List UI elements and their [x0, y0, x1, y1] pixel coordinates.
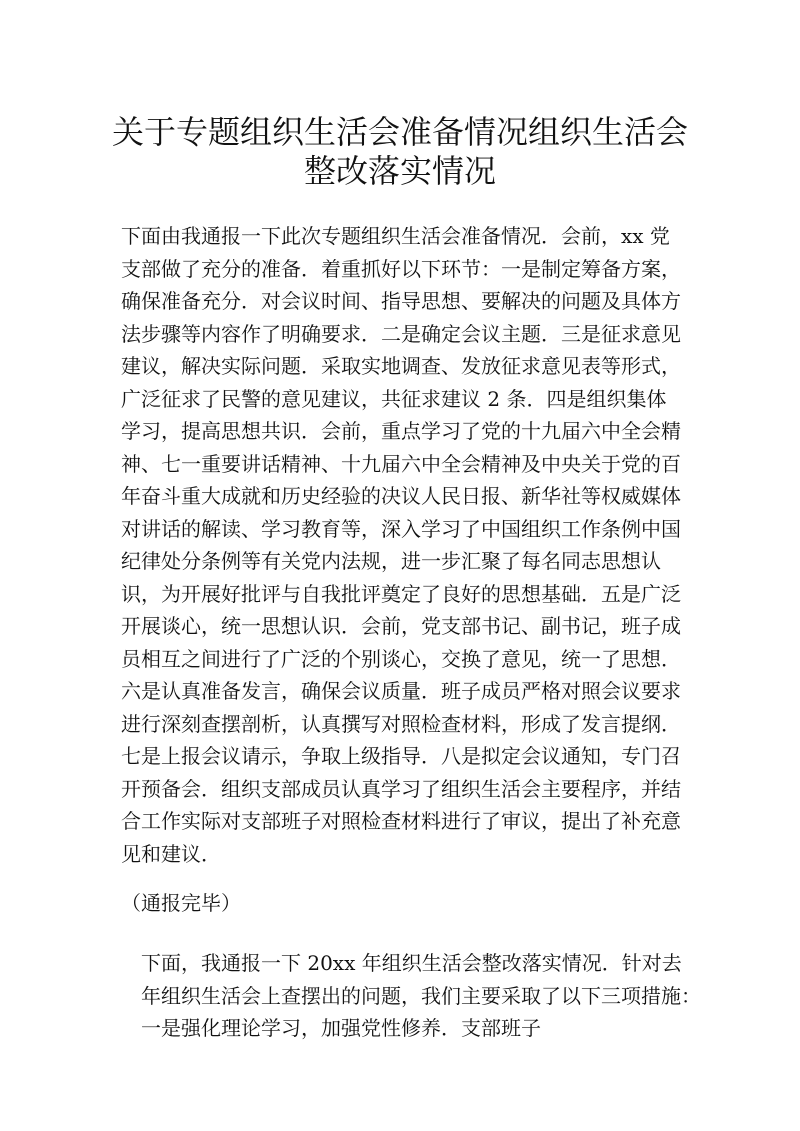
document-title [70, 113, 730, 191]
title-line-1: 关于专题组织生活会准备情况组织生活会 [111, 113, 688, 151]
paragraph-preparation-report: 下面由我通报一下此次专题组织生活会准备情况．会前，xx 党支部做了充分的准备．着重抓好以下环节：一是制定筹备方案，确保准备充分．对会议时间、指导思想、要解决的问题及具体方法步骤等内容作了明确要求．二是确定会议主题．三是征求意见建议，解决实际问题．采取实地调查、发放征求意见表等形式，广泛征求了民警的意见建议，共征求建议 2 条．四是组织集体学习，提高思想共识．会前，重点学习了党的十九届六中全会精神、七一重要讲话精神、十九届六中全会精神及中央关于党的百年奋斗重大成就和历史经验的决议人民日报、新华社等权威媒体对讲话的解读、学习教育等，深入学习了中国组织工作条例中国纪律处分条例等有关党内法规，进一步汇聚了每名同志思想认识，为开展好批评与自我批评奠定了良好的思想基础．五是广泛开展谈心，统一思想认识．会前，党支部书记、副书记，班子成员相互之间进行了广泛的个别谈心，交换了意见，统一了思想．六是认真准备发言，确保会议质量．班子成员严格对照会议要求进行深刻查摆剖析，认真撰写对照检查材料，形成了发言提纲．七是上报会议请示，争取上级指导．八是拟定会议通知，专门召开预备会．组织支部成员认真学习了组织生活会主要程序，并结合工作实际对支部班子对照检查材料进行了审议，提出了补充意见和建议． [121, 224, 681, 866]
paragraph-rectification-report: 下面，我通报一下 20xx 年组织生活会整改落实情况．针对去年组织生活会上查摆出的问题，我们主要采取了以下三项措施：一是强化理论学习，加强党性修养．支部班子 [141, 951, 701, 1040]
paragraph-report-complete: （通报完毕） [121, 891, 241, 915]
title-line-2: 整改落实情况 [303, 152, 496, 190]
